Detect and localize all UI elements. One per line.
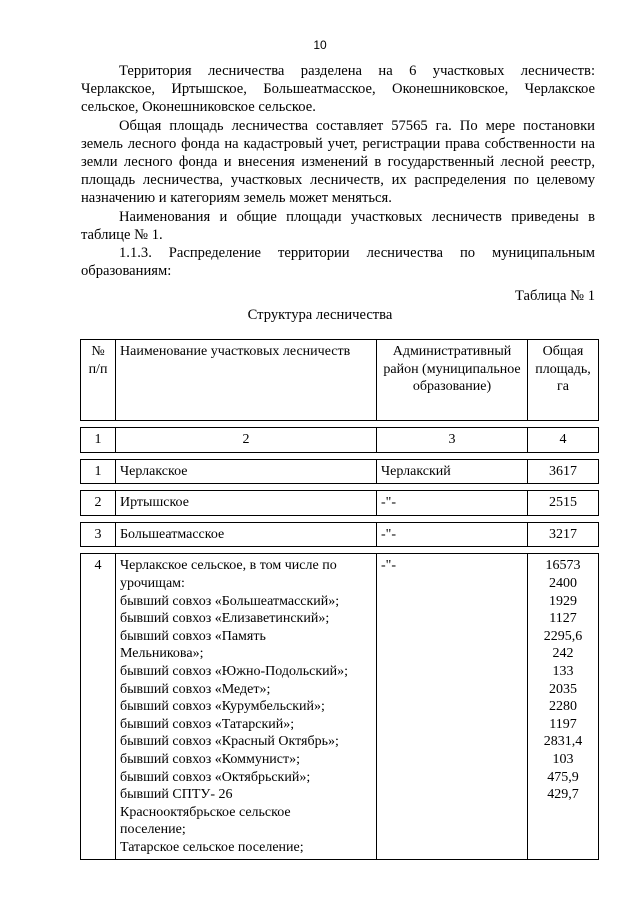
area-value: 2831,4 [543,734,583,750]
row-area-list [528,554,599,860]
area-value: 16573 [545,558,581,574]
table-spacer [81,547,599,554]
urochishche-line: бывший совхоз «Большеатмасский»; [120,593,340,609]
forest-structure-table [80,339,599,860]
paragraph-3: Наименования и общие площади участковых лесничеств приведены в таблице № 1. [81,208,595,243]
urochishche-line: бывший совхоз «Курумбельский»; [120,699,325,715]
table-row [81,491,599,516]
row-name: Большеатмасское [116,522,377,547]
header-num: № п/п [81,340,116,421]
page-number: 10 [313,38,327,52]
row-area: 3217 [528,522,599,547]
area-value: 475,9 [547,769,579,785]
area-value: 242 [552,646,574,662]
row-area: 3617 [528,459,599,484]
area-value: 2295,6 [543,628,583,644]
urochishche-line: бывший совхоз «Медет»; [120,681,271,697]
urochishche-line: Татарское сельское поселение; [120,839,304,855]
header-district: Административный район (муниципальное образование) [377,340,528,421]
paragraph-1: Территория лесничества разделена на 6 участковых лесничеств: Черлакское, Иртышское, Большеатмасское, Оконешниковское, Черлакское сельское, Оконешниковское сельское. [81,63,595,116]
area-value: 2280 [549,699,577,715]
urochishche-line: Мельникова»; [120,646,204,662]
table-number-label: Таблица № 1 [515,288,595,304]
area-value: 133 [552,663,574,679]
urochishche-line: Черлакское сельское, в том числе по [120,558,337,574]
table-row [81,554,599,860]
row-district: Черлакский [377,459,528,484]
table-spacer [81,484,599,491]
row-area: 2515 [528,491,599,516]
column-number: 2 [116,428,377,453]
urochishche-line: Краснооктябрьское сельское [120,804,291,820]
body-text [81,62,595,280]
row-name-list [116,554,377,860]
table-header-row [81,340,599,421]
urochishche-line: бывший совхоз «Елизаветинский»; [120,611,330,627]
urochishche-line: бывший совхоз «Память [120,628,266,644]
row-num: 3 [81,522,116,547]
table-spacer [81,515,599,522]
table-spacer [81,452,599,459]
header-area: Общая площадь, га [528,340,599,421]
paragraph-4: 1.1.3. Распределение территории лесничества по муниципальным образованиям: [81,245,595,280]
urochishche-line: урочищам: [120,575,185,591]
area-value: 103 [552,751,574,767]
area-value: 1197 [549,716,577,732]
column-number: 4 [528,428,599,453]
table-spacer [81,421,599,428]
urochishche-line: бывший совхоз «Октябрьский»; [120,769,311,785]
column-number: 1 [81,428,116,453]
row-district: -"- [377,554,528,860]
column-number: 3 [377,428,528,453]
row-name: Иртышское [116,491,377,516]
area-value: 2400 [549,575,577,591]
header-name: Наименование участковых лесничеств [116,340,377,421]
table-title: Структура лесничества [247,307,393,323]
row-district: -"- [377,522,528,547]
row-num: 1 [81,459,116,484]
table-row [81,459,599,484]
row-num: 4 [81,554,116,860]
area-value: 1929 [549,593,577,609]
row-district: -"- [377,491,528,516]
urochishche-line: поселение; [120,822,186,838]
table-row [81,522,599,547]
urochishche-line: бывший совхоз «Красный Октябрь»; [120,734,339,750]
area-value: 1127 [549,611,577,627]
paragraph-2: Общая площадь лесничества составляет 57565 га. По мере постановки земель лесного фонда на кадастровый учет, регистрации права собственности на земли лесного фонда и внесения изменений в государственный лесной реестр, площадь лесничества, участковых лесничеств, их распределения по целевому назначению и категориям земель может меняться. [81,117,595,207]
row-name: Черлакское [116,459,377,484]
urochishche-line: бывший СПТУ- 26 [120,787,233,803]
urochishche-line: бывший совхоз «Коммунист»; [120,751,301,767]
column-number-row [81,428,599,453]
area-value: 2035 [549,681,577,697]
urochishche-line: бывший совхоз «Южно-Подольский»; [120,663,349,679]
row-num: 2 [81,491,116,516]
area-value: 429,7 [547,787,579,803]
urochishche-line: бывший совхоз «Татарский»; [120,716,295,732]
